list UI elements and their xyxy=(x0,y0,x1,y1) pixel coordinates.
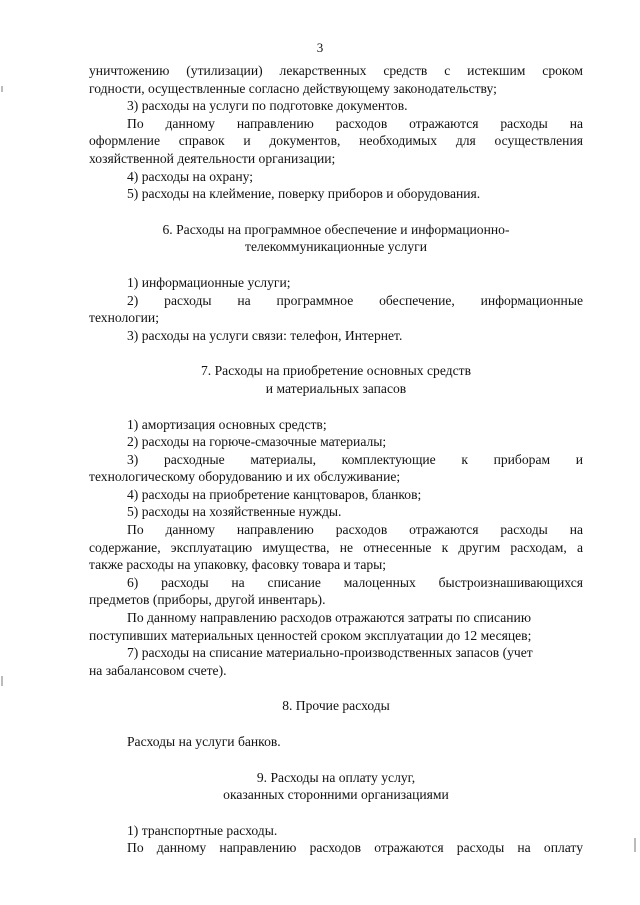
text-line: 4) расходы на охрану; xyxy=(127,168,254,184)
page-edge-mark xyxy=(634,838,636,852)
text-line: По данному направлению расходов отражаются расходы на xyxy=(127,522,583,538)
text-line: годности, осуществленные согласно действующему законодательству; xyxy=(89,80,497,96)
text-line: По данному направлению расходов отражаются затраты по списанию xyxy=(127,610,531,626)
text-line: По данному направлению расходов отражаются расходы на оплату xyxy=(127,840,583,856)
text-line: 6) расходы на списание малоценных быстроизнашивающихся xyxy=(127,574,583,590)
section-heading: телекоммуникационные услуги xyxy=(245,239,427,255)
text-line: 1) транспортные расходы. xyxy=(127,822,278,838)
section-gap xyxy=(89,398,583,416)
text-line: также расходы на упаковку, фасовку товара и тары; xyxy=(89,557,387,573)
section-heading: 7. Расходы на приобретение основных средств xyxy=(201,363,471,379)
text-line: 3) расходные материалы, комплектующие к приборам и xyxy=(127,451,583,467)
section-heading: 6. Расходы на программное обеспечение и информационно- xyxy=(162,221,510,237)
section-gap xyxy=(89,715,583,733)
text-line: 2) расходы на программное обеспечение, информационные xyxy=(127,292,583,308)
section-gap xyxy=(89,804,583,822)
section-heading: и материальных запасов xyxy=(265,380,407,396)
section-gap xyxy=(89,203,583,221)
text-line: технологическому оборудованию и их обслуживание; xyxy=(89,469,401,485)
text-line: 4) расходы на приобретение канцтоваров, бланков; xyxy=(127,486,422,502)
text-line: уничтожению (утилизации) лекарственных средств с истекшим сроком xyxy=(89,63,583,78)
text-line: 1) амортизация основных средств; xyxy=(127,416,327,432)
text-line: 1) информационные услуги; xyxy=(127,274,291,290)
text-line: технологии; xyxy=(89,310,159,326)
document-body xyxy=(89,62,583,857)
text-line: 5) расходы на клеймение, поверку приборов и оборудования. xyxy=(127,186,481,202)
page-edge-mark xyxy=(1,86,3,92)
section-heading: 9. Расходы на оплату услуг, xyxy=(256,769,416,785)
section-gap xyxy=(89,256,583,274)
text-line: 2) расходы на горюче-смазочные материалы; xyxy=(127,434,387,450)
text-line: По данному направлению расходов отражаются расходы на xyxy=(127,115,583,131)
text-line: 3) расходы на услуги связи: телефон, Интернет. xyxy=(127,327,403,343)
page-edge-mark xyxy=(1,676,3,686)
text-line: предметов (приборы, другой инвентарь). xyxy=(89,592,326,608)
text-line: на забалансовом счете). xyxy=(89,662,227,678)
section-gap xyxy=(89,679,583,697)
text-line: оформление справок и документов, необходимых для осуществления xyxy=(89,133,583,149)
section-heading: оказанных сторонними организациями xyxy=(223,787,449,803)
section-gap xyxy=(89,344,583,362)
text-line: Расходы на услуги банков. xyxy=(127,734,281,749)
text-line: содержание, эксплуатацию имущества, не отнесенные к другим расходам, а xyxy=(89,539,583,555)
text-line: 3) расходы на услуги по подготовке документов. xyxy=(127,98,408,114)
section-gap xyxy=(89,751,583,769)
text-line: поступивших материальных ценностей сроком эксплуатации до 12 месяцев; xyxy=(89,627,532,643)
text-line: 5) расходы на хозяйственные нужды. xyxy=(127,504,342,520)
text-line: 7) расходы на списание материально-производственных запасов (учет xyxy=(127,645,533,661)
section-heading: 8. Прочие расходы xyxy=(282,698,390,714)
text-line: хозяйственной деятельности организации; xyxy=(89,150,336,166)
page-number: 3 xyxy=(316,40,324,55)
